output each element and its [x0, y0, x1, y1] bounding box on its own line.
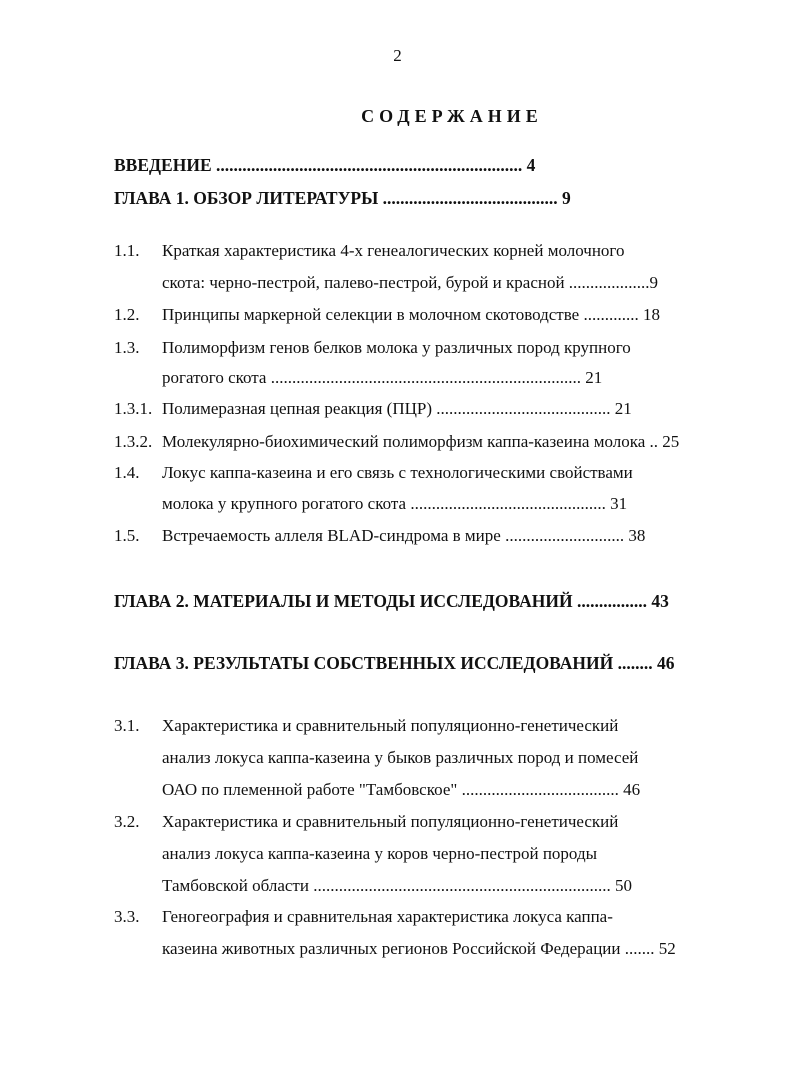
- section-line: Полиморфизм генов белков молока у различных пород крупного: [162, 338, 631, 357]
- toc-introduction: ВВЕДЕНИЕ ...................................................................... 4: [114, 155, 536, 175]
- section-line: Геногеография и сравнительная характеристика локуса каппа-: [162, 907, 613, 926]
- section-line: казеина животных различных регионов Российской Федерации ....... 52: [162, 939, 676, 958]
- section-line: Полимеразная цепная реакция (ПЦР) ......................................... 21: [162, 399, 632, 418]
- section-line: анализ локуса каппа-казеина у быков различных пород и помесей: [162, 748, 639, 767]
- section-line: скота: черно-пестрой, палево-пестрой, бурой и красной ...................9: [162, 273, 659, 292]
- section-line: анализ локуса каппа-казеина у коров черно-пестрой породы: [162, 844, 598, 863]
- toc-title: СОДЕРЖАНИЕ: [361, 106, 543, 126]
- section-line: молока у крупного рогатого скота .............................................. 31: [162, 494, 628, 513]
- section-line: ОАО по племенной работе "Тамбовское" ..................................... 46: [162, 780, 641, 799]
- section-line: Локус каппа-казеина и его связь с технологическими свойствами: [162, 463, 633, 482]
- section-line: рогатого скота ......................................................................... 21: [162, 368, 603, 387]
- toc-chapter-1: ГЛАВА 1. ОБЗОР ЛИТЕРАТУРЫ ........................................ 9: [114, 188, 571, 208]
- section-line: Молекулярно-биохимический полиморфизм каппа-казеина молока .. 25: [162, 432, 680, 451]
- section-number: 3.3.: [114, 907, 140, 926]
- section-number: 1.3.1.: [114, 399, 153, 418]
- section-number: 1.5.: [114, 526, 140, 545]
- section-number: 1.3.: [114, 338, 140, 357]
- section-line: Характеристика и сравнительный популяционно-генетический: [162, 716, 619, 735]
- section-number: 1.1.: [114, 241, 140, 260]
- section-line: Характеристика и сравнительный популяционно-генетический: [162, 812, 619, 831]
- toc-chapter-2: ГЛАВА 2. МАТЕРИАЛЫ И МЕТОДЫ ИССЛЕДОВАНИЙ ................ 43: [114, 591, 669, 611]
- section-number: 1.3.2.: [114, 432, 153, 451]
- section-line: Встречаемость аллеля BLAD-синдрома в мире ............................ 38: [162, 526, 646, 545]
- section-line: Краткая характеристика 4-х генеалогических корней молочного: [162, 241, 625, 260]
- section-number: 3.1.: [114, 716, 140, 735]
- page-number: 2: [393, 46, 402, 65]
- section-line: Тамбовской области ...................................................................... 50: [162, 876, 632, 895]
- section-number: 3.2.: [114, 812, 140, 831]
- section-line: Принципы маркерной селекции в молочном скотоводстве ............. 18: [162, 305, 660, 324]
- section-number: 1.4.: [114, 463, 140, 482]
- toc-chapter-3: ГЛАВА 3. РЕЗУЛЬТАТЫ СОБСТВЕННЫХ ИССЛЕДОВАНИЙ ........ 46: [114, 653, 675, 673]
- section-number: 1.2.: [114, 305, 140, 324]
